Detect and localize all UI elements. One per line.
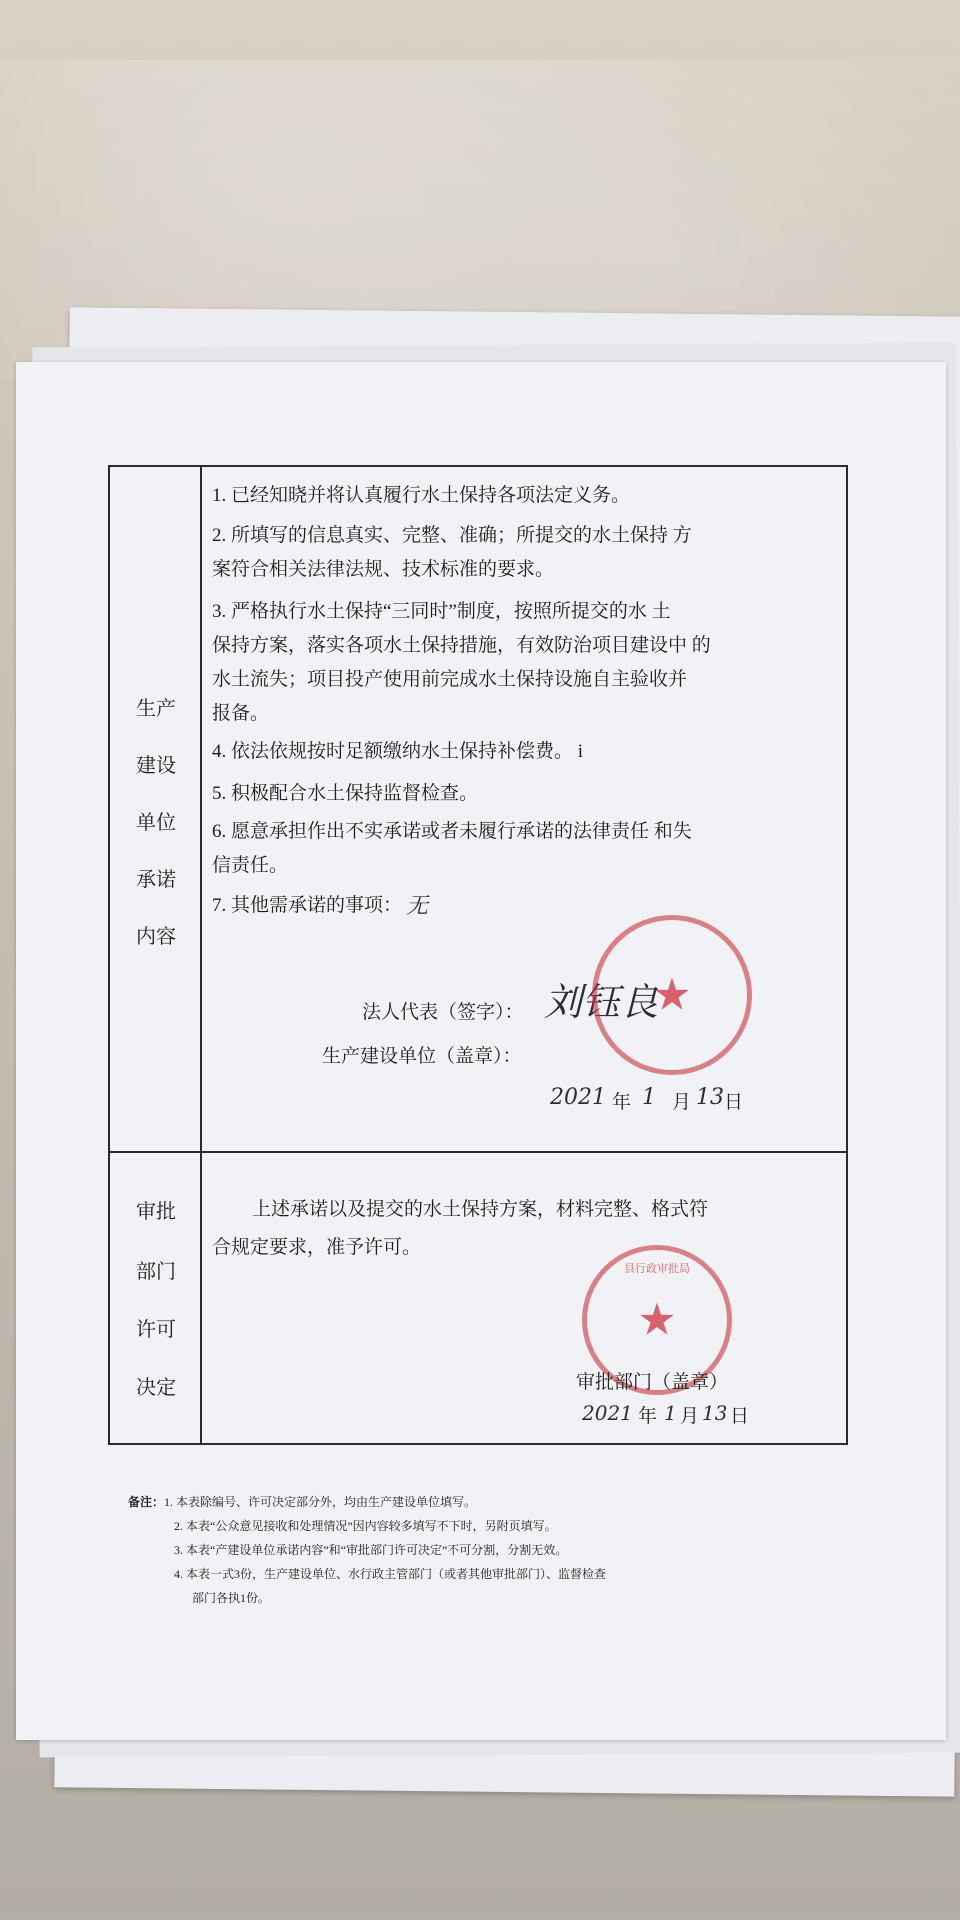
notes-section <box>128 1490 848 1610</box>
label-char: 部门 <box>136 1261 176 1283</box>
commitment-content-cell <box>202 467 846 1151</box>
date-year: 2021 <box>582 1401 633 1425</box>
approval-dept-label: 审批部门（盖章） <box>576 1372 729 1393</box>
label-char: 内容 <box>136 926 176 948</box>
commitment-form-table <box>108 465 848 1445</box>
notes-title: 备注： <box>128 1495 165 1509</box>
label-char: 许可 <box>136 1319 176 1341</box>
commitment-line: 案符合相关法律法规、技术标准的要求。 <box>212 559 555 580</box>
date-day-label: 日 <box>724 1092 744 1113</box>
date-day-label: 日 <box>730 1406 750 1427</box>
seal-star-icon: ★ <box>637 1295 677 1345</box>
date-month-label: 月 <box>680 1406 700 1427</box>
note-item: 3. 本表“产建设单位承诺内容”和“审批部门许可决定”不可分割，分割无效。 <box>174 1543 568 1557</box>
label-char: 单位 <box>136 812 176 834</box>
commitment-line: 水土流失；项目投产使用前完成水土保持设施自主验收并 <box>212 669 688 690</box>
label-char: 决定 <box>136 1377 176 1399</box>
label-char: 生产 <box>136 698 176 720</box>
label-char: 承诺 <box>136 869 176 891</box>
date-day: 13 <box>702 1401 728 1425</box>
label-char: 审批 <box>136 1201 176 1223</box>
date-month: 1 <box>642 1085 656 1110</box>
approval-text-line: 合规定要求，准予许可。 <box>212 1237 422 1258</box>
commitment-line: 信责任。 <box>212 855 289 876</box>
approval-content-cell <box>202 1153 846 1443</box>
seal-text: 县行政审批局 <box>624 1263 690 1275</box>
commitment-line: 6. 愿意承担作出不实承诺或者未履行承诺的法律责任 和失 <box>212 821 692 842</box>
company-seal <box>592 915 752 1075</box>
date-year: 2021 <box>550 1085 606 1110</box>
note-item: 部门各执1份。 <box>192 1591 271 1605</box>
signature: 刘钰良 <box>544 980 659 1024</box>
commitment-line: 2. 所填写的信息真实、完整、准确；所提交的水土保持 方 <box>212 525 692 546</box>
seal-star-icon: ★ <box>652 970 692 1020</box>
commitment-line: 报备。 <box>212 703 270 724</box>
label-char: 建设 <box>136 755 176 777</box>
note-item: 4. 本表一式3份，生产建设单位、水行政主管部门（或者其他审批部门）、监督检查 <box>174 1567 607 1581</box>
commitment-line: 4. 依法依规按时足额缴纳水土保持补偿费。 i <box>212 741 584 762</box>
commitment-line: 3. 严格执行水土保持“三同时”制度，按照所提交的水 土 <box>212 601 671 622</box>
commitment-line: 7. 其他需承诺的事项： <box>212 895 403 916</box>
commitment-label-cell <box>110 467 202 1151</box>
note-item: 2. 本表“公众意见接收和处理情况”因内容较多填写不下时，另附页填写。 <box>174 1519 557 1533</box>
commitment-line: 1. 已经知晓并将认真履行水土保持各项法定义务。 <box>212 485 631 506</box>
date-month: 1 <box>664 1401 677 1425</box>
approval-label-cell <box>110 1153 202 1443</box>
other-commitments-handwriting: 无 <box>406 894 429 919</box>
approval-text-line: 上述承诺以及提交的水土保持方案，材料完整、格式符 <box>252 1199 709 1220</box>
date-year-label: 年 <box>612 1092 632 1113</box>
unit-seal-label: 生产建设单位（盖章）： <box>322 1046 522 1067</box>
date-year-label: 年 <box>638 1406 658 1427</box>
date-month-label: 月 <box>672 1092 692 1113</box>
approval-row <box>110 1153 846 1443</box>
notes-line <box>128 1490 848 1514</box>
date-day: 13 <box>696 1085 724 1110</box>
commitment-line: 保持方案，落实各项水土保持措施，有效防治项目建设中 的 <box>212 635 711 656</box>
commitment-line: 5. 积极配合水土保持监督检查。 <box>212 783 479 804</box>
note-item: 1. 本表除编号、许可决定部分外，均由生产建设单位填写。 <box>164 1495 477 1509</box>
commitment-row <box>110 467 846 1153</box>
document-page <box>16 362 946 1740</box>
legal-rep-label: 法人代表（签字）： <box>362 1002 524 1023</box>
